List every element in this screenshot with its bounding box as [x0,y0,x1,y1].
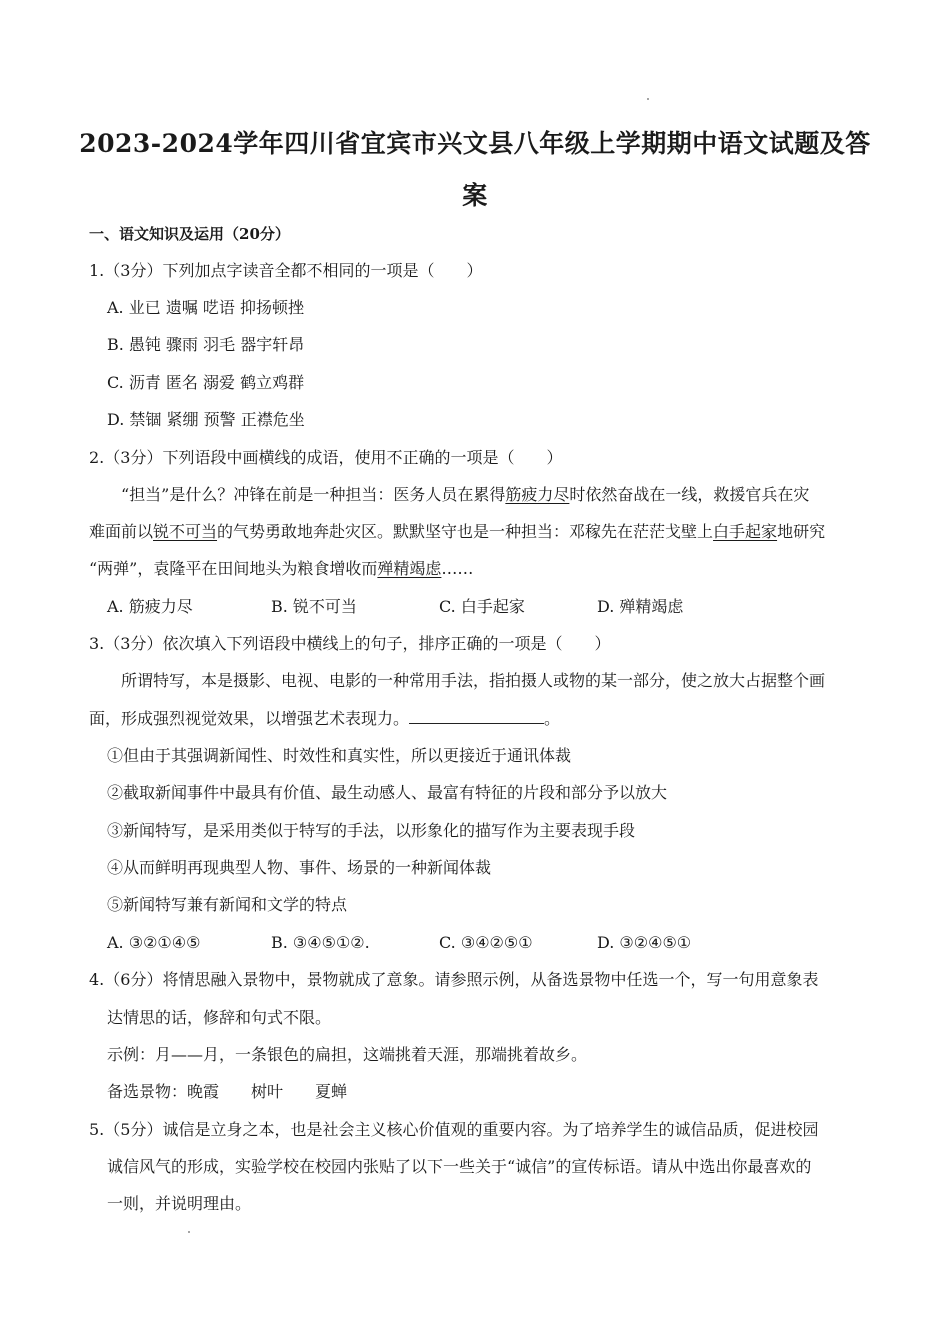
q2-text: “担当”是什么？冲锋在前是一种担当：医务人员在累得 [121,485,506,504]
q2-passage-line2 [89,522,825,542]
q3-sentence-3: ③新闻特写，是采用类似于特写的手法，以形象化的描写作为主要表现手段 [107,821,636,840]
q1-option-a: A. 业已 遗嘱 呓语 抑扬顿挫 [107,298,304,317]
q5-line1: 5.（5分）诚信是立身之本，也是社会主义核心价值观的重要内容。为了培养学生的诚信品质，促进校园 [89,1120,819,1139]
q2-text: …… [441,559,474,578]
q2-passage-line3 [89,559,473,579]
q2-text: 的气势勇敢地奔赴灾区。默默坚守也是一种担当：邓稼先在茫茫戈壁上 [217,522,714,541]
scan-speck [647,98,649,100]
q3-option-a: A. ③②①④⑤ [107,933,201,952]
section-heading: 一、语文知识及运用（20分） [89,225,290,243]
q3-passage-line2 [89,709,560,729]
q3-stem: 3.（3分）依次填入下列语段中横线上的句子，排序正确的一项是（ ） [89,634,611,653]
q1-option-b: B. 愚钝 骤雨 羽毛 器宇轩昂 [107,335,305,354]
q2-stem: 2.（3分）下列语段中画横线的成语，使用不正确的一项是（ ） [89,448,563,467]
q4-options: 备选景物：晚霞 树叶 夏蝉 [107,1082,348,1101]
q3-text: 。 [544,709,561,728]
q2-option-c: C. 白手起家 [439,597,525,616]
q5-line3: 一则，并说明理由。 [107,1194,252,1213]
q1-option-d: D. 禁锢 紧绷 预警 正襟危坐 [107,410,305,429]
q4-stem-line2: 达情思的话，修辞和句式不限。 [107,1008,332,1027]
q3-passage-line1: 所谓特写，本是摄影、电视、电影的一种常用手法，指拍摄人或物的某一部分，使之放大占据整个画 [121,671,826,690]
q5-line2: 诚信风气的形成，实验学校在校园内张贴了以下一些关于“诚信”的宣传标语。请从中选出你最喜欢的 [107,1157,812,1176]
q2-text: “两弹”，袁隆平在田间地头为粮食增收而 [89,559,378,578]
q2-text: 时依然奋战在一线，救援官兵在灾 [569,485,810,504]
q3-option-d: D. ③②④⑤① [597,933,692,952]
q1-option-c: C. 沥青 匿名 溺爱 鹤立鸡群 [107,373,305,392]
q2-option-a: A. 筋疲力尽 [107,597,193,616]
q3-sentence-5: ⑤新闻特写兼有新闻和文学的特点 [107,895,348,914]
document-title-line2: 案 [462,181,488,210]
q3-option-b: B. ③④⑤①②. [271,933,370,952]
q4-stem-line1: 4.（6分）将情思融入景物中，景物就成了意象。请参照示例，从备选景物中任选一个，写一句用意象表 [89,970,819,989]
q3-sentence-4: ④从而鲜明再现典型人物、事件、场景的一种新闻体裁 [107,858,492,877]
q3-sentence-1: ①但由于其强调新闻性、时效性和真实性，所以更接近于通讯体裁 [107,746,572,765]
q2-passage-line1 [121,485,809,505]
q2-idiom-underlined: 白手起家 [713,522,778,541]
q3-fill-blank [409,709,544,724]
q2-idiom-underlined: 殚精竭虑 [377,559,442,578]
document-title-line1: 2023-2024学年四川省宜宾市兴文县八年级上学期期中语文试题及答 [79,129,871,158]
q3-option-c: C. ③④②⑤① [439,933,533,952]
scan-speck [188,1231,190,1233]
q2-idiom-underlined: 锐不可当 [153,522,218,541]
q2-text: 地研究 [777,522,826,541]
q3-sentence-2: ②截取新闻事件中最具有价值、最生动感人、最富有特征的片段和部分予以放大 [107,783,668,802]
q1-stem: 1.（3分）下列加点字读音全都不相同的一项是（ ） [89,261,483,280]
q2-text: 难面前以 [89,522,154,541]
q4-example: 示例：月——月，一条银色的扁担，这端挑着天涯，那端挑着故乡。 [107,1045,588,1064]
q2-idiom-underlined: 筋疲力尽 [505,485,570,504]
q2-option-d: D. 殚精竭虑 [597,597,684,616]
q3-text: 面，形成强烈视觉效果，以增强艺术表现力。 [89,709,410,728]
q2-option-b: B. 锐不可当 [271,597,357,616]
